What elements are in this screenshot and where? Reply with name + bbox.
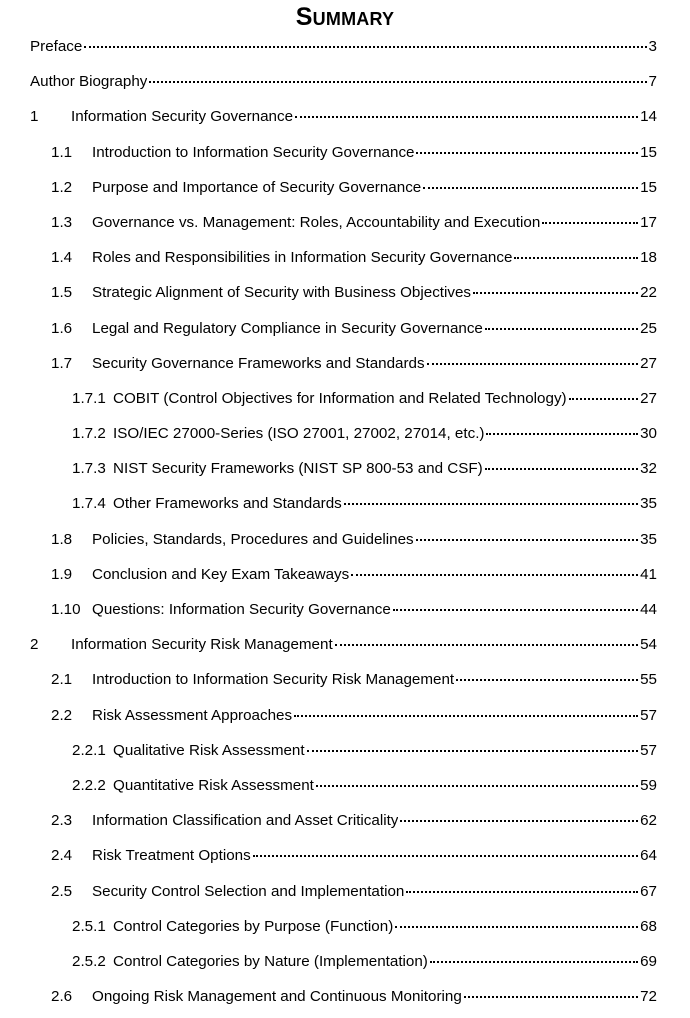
toc-entry-page-number[interactable]: 32 xyxy=(640,460,657,478)
dot-leader xyxy=(464,995,638,998)
dot-leader xyxy=(393,608,638,611)
dot-leader xyxy=(149,80,646,83)
dot-leader xyxy=(430,960,638,963)
toc-entry-title[interactable]: Ongoing Risk Management and Continuous Monitoring xyxy=(92,988,462,1006)
toc-entry-title[interactable]: Qualitative Risk Assessment xyxy=(113,741,305,759)
toc-entry-title[interactable]: ISO/IEC 27000-Series (ISO 27001, 27002, 27014, etc.) xyxy=(113,425,485,443)
table-of-contents xyxy=(30,31,657,1016)
toc-entry-number: 1.4 xyxy=(51,249,73,267)
toc-entry[interactable] xyxy=(30,911,657,946)
toc-entry-title[interactable]: Purpose and Importance of Security Governance xyxy=(92,178,422,196)
toc-entry-page-number[interactable]: 67 xyxy=(640,882,657,900)
dot-leader xyxy=(295,115,638,118)
toc-entry-number: 1.1 xyxy=(51,143,73,161)
toc-entry-page-number[interactable]: 54 xyxy=(640,636,657,654)
toc-entry[interactable] xyxy=(30,313,657,348)
dot-leader xyxy=(344,502,638,505)
toc-entry-page-number[interactable]: 15 xyxy=(640,178,657,196)
toc-entry[interactable] xyxy=(30,418,657,453)
toc-entry-number: 2.2.2 xyxy=(72,776,106,794)
toc-entry-number: 1.9 xyxy=(51,565,73,583)
toc-entry-title[interactable]: Preface xyxy=(30,38,83,55)
toc-entry-page-number[interactable]: 69 xyxy=(640,952,657,970)
toc-entry-number: 1.7.2 xyxy=(72,425,106,443)
dot-leader xyxy=(456,678,638,681)
toc-entry[interactable] xyxy=(30,840,657,875)
toc-entry-number: 2.6 xyxy=(51,988,73,1006)
dot-leader xyxy=(485,467,638,470)
dot-leader xyxy=(335,643,638,646)
toc-entry-page-number[interactable]: 35 xyxy=(640,495,657,513)
toc-entry-page-number[interactable]: 68 xyxy=(640,917,657,935)
toc-entry-page-number[interactable]: 59 xyxy=(640,776,657,794)
toc-entry-title[interactable]: Policies, Standards, Procedures and Guidelines xyxy=(92,530,414,548)
toc-entry-number: 1.7.1 xyxy=(72,389,106,407)
toc-entry-page-number[interactable]: 57 xyxy=(640,741,657,759)
dot-leader xyxy=(84,45,646,48)
toc-entry-page-number[interactable]: 22 xyxy=(640,284,657,302)
toc-entry-page-number[interactable]: 30 xyxy=(640,425,657,443)
toc-entry-page-number[interactable]: 44 xyxy=(640,601,657,618)
toc-entry-number: 2.1 xyxy=(51,671,73,689)
dot-leader xyxy=(416,538,638,541)
toc-entry[interactable] xyxy=(30,946,657,981)
toc-entry-title[interactable]: Information Security Governance xyxy=(71,108,294,126)
toc-entry[interactable] xyxy=(30,664,657,699)
toc-entry-number: 2.2 xyxy=(51,706,73,724)
toc-entry-title[interactable]: Governance vs. Management: Roles, Accountability and Execution xyxy=(92,213,541,231)
toc-entry-title[interactable]: NIST Security Frameworks (NIST SP 800-53 and CSF) xyxy=(113,460,483,478)
toc-entry-title[interactable]: Control Categories by Nature (Implementation) xyxy=(113,952,428,970)
toc-entry-title[interactable]: Questions: Information Security Governance xyxy=(92,601,391,618)
dot-leader xyxy=(395,925,638,928)
toc-entry-title[interactable]: Control Categories by Purpose (Function) xyxy=(113,917,394,935)
toc-entry[interactable] xyxy=(30,524,657,559)
toc-entry-number: 2 xyxy=(30,636,39,654)
toc-entry[interactable] xyxy=(30,172,657,207)
toc-entry-number: 1 xyxy=(30,108,39,126)
toc-entry-number: 1.8 xyxy=(51,530,73,548)
toc-entry[interactable] xyxy=(30,207,657,242)
toc-entry-page-number[interactable]: 7 xyxy=(648,73,657,91)
toc-entry-page-number[interactable]: 62 xyxy=(640,812,657,830)
toc-entry[interactable] xyxy=(30,101,657,136)
toc-entry-title[interactable]: Strategic Alignment of Security with Business Objectives xyxy=(92,284,472,302)
toc-entry-title[interactable]: COBIT (Control Objectives for Information and Related Technology) xyxy=(113,389,567,407)
toc-entry-number: 1.7.4 xyxy=(72,495,106,513)
toc-entry[interactable] xyxy=(30,242,657,277)
toc-entry-page-number[interactable]: 27 xyxy=(640,389,657,407)
dot-leader xyxy=(400,819,638,822)
dot-leader xyxy=(416,151,638,154)
toc-entry-number: 2.4 xyxy=(51,847,73,865)
toc-entry-title[interactable]: Roles and Responsibilities in Information Security Governance xyxy=(92,249,513,267)
toc-entry-page-number[interactable]: 64 xyxy=(640,847,657,865)
toc-entry-number: 2.5 xyxy=(51,882,73,900)
toc-entry[interactable] xyxy=(30,981,657,1016)
dot-leader xyxy=(427,362,639,365)
toc-entry[interactable] xyxy=(30,559,657,594)
toc-entry-number: 1.7 xyxy=(51,354,73,372)
toc-entry-page-number[interactable]: 14 xyxy=(640,108,657,126)
toc-entry[interactable] xyxy=(30,383,657,418)
toc-entry[interactable] xyxy=(30,453,657,488)
toc-entry-title[interactable]: Legal and Regulatory Compliance in Security Governance xyxy=(92,319,483,337)
toc-entry[interactable] xyxy=(30,876,657,911)
toc-entry-page-number[interactable]: 72 xyxy=(640,988,657,1006)
toc-entry-page-number[interactable]: 15 xyxy=(640,143,657,161)
dot-leader xyxy=(351,573,638,576)
toc-entry-page-number[interactable]: 27 xyxy=(640,354,657,372)
toc-entry-title[interactable]: Conclusion and Key Exam Takeaways xyxy=(92,565,350,583)
toc-entry[interactable] xyxy=(30,31,657,66)
toc-entry-number: 1.2 xyxy=(51,178,73,196)
toc-entry-page-number[interactable]: 55 xyxy=(640,671,657,689)
dot-leader xyxy=(294,714,638,717)
dot-leader xyxy=(473,291,638,294)
toc-entry-title[interactable]: Author Biography xyxy=(30,73,148,91)
toc-entry-title[interactable]: Quantitative Risk Assessment xyxy=(113,776,314,794)
toc-entry[interactable] xyxy=(30,348,657,383)
toc-entry-page-number[interactable]: 18 xyxy=(640,249,657,267)
dot-leader xyxy=(307,749,638,752)
toc-entry-number: 2.5.2 xyxy=(72,952,106,970)
toc-entry-number: 2.2.1 xyxy=(72,741,106,759)
toc-entry-title[interactable]: Other Frameworks and Standards xyxy=(113,495,342,513)
toc-entry-number: 1.5 xyxy=(51,284,73,302)
toc-entry[interactable] xyxy=(30,629,657,664)
toc-entry[interactable] xyxy=(30,805,657,840)
toc-entry[interactable] xyxy=(30,735,657,770)
toc-entry-number: 1.10 xyxy=(51,601,81,618)
toc-entry[interactable] xyxy=(30,770,657,805)
dot-leader xyxy=(514,256,638,259)
toc-entry-number: 1.3 xyxy=(51,213,73,231)
toc-entry-title[interactable]: Security Control Selection and Implementation xyxy=(92,882,405,900)
toc-entry-number: 2.5.1 xyxy=(72,917,106,935)
toc-entry-page-number[interactable]: 25 xyxy=(640,319,657,337)
dot-leader xyxy=(569,397,639,400)
dot-leader xyxy=(316,784,638,787)
toc-entry[interactable] xyxy=(30,277,657,312)
toc-entry-title[interactable]: Information Security Risk Management xyxy=(71,636,333,654)
dot-leader xyxy=(542,221,638,224)
toc-entry-title[interactable]: Introduction to Information Security Risk Management xyxy=(92,671,455,689)
dot-leader xyxy=(485,327,638,330)
toc-entry[interactable] xyxy=(30,700,657,735)
toc-entry-page-number[interactable]: 35 xyxy=(640,530,657,548)
dot-leader xyxy=(486,432,638,435)
dot-leader xyxy=(423,186,638,189)
toc-entry-title[interactable]: Information Classification and Asset Criticality xyxy=(92,812,399,830)
toc-entry[interactable] xyxy=(30,594,657,629)
toc-entry-title[interactable]: Security Governance Frameworks and Standards xyxy=(92,354,425,372)
toc-entry-title[interactable]: Risk Assessment Approaches xyxy=(92,706,293,724)
toc-entry-title[interactable]: Introduction to Information Security Governance xyxy=(92,143,415,161)
toc-entry[interactable] xyxy=(30,488,657,523)
page-title: Summary xyxy=(295,3,395,31)
toc-entry-page-number[interactable]: 57 xyxy=(640,706,657,724)
toc-entry-number: 1.7.3 xyxy=(72,460,106,478)
toc-entry-page-number[interactable]: 3 xyxy=(648,38,657,55)
dot-leader xyxy=(406,890,638,893)
toc-entry[interactable] xyxy=(30,66,657,101)
toc-entry-number: 1.6 xyxy=(51,319,73,337)
toc-entry-number: 2.3 xyxy=(51,812,73,830)
dot-leader xyxy=(253,854,638,857)
toc-entry[interactable] xyxy=(30,137,657,172)
toc-entry-title[interactable]: Risk Treatment Options xyxy=(92,847,251,865)
toc-entry-page-number[interactable]: 41 xyxy=(640,565,657,583)
toc-entry-page-number[interactable]: 17 xyxy=(640,213,657,231)
